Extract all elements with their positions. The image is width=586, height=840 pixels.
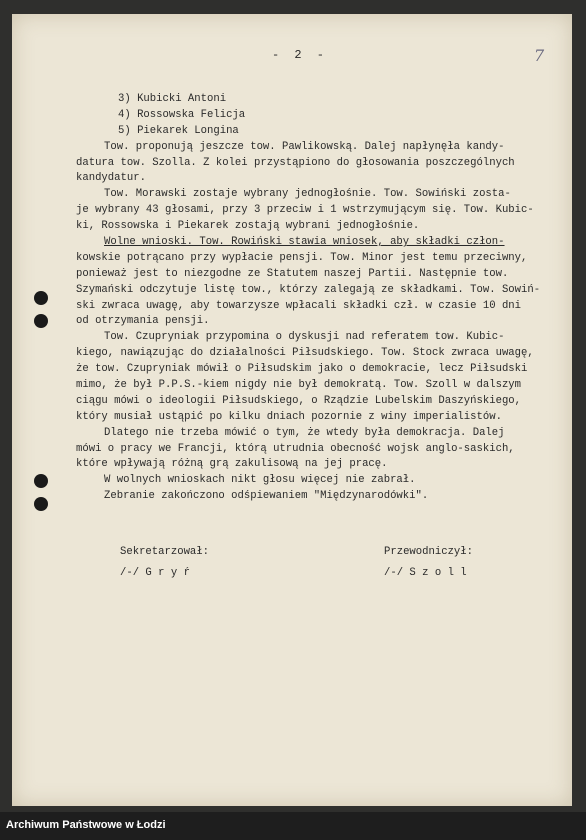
text-line: Dlatego nie trzeba mówić o tym, że wtedy była demokracja. Dalej [104,426,505,439]
text-line: który musiał ustąpić po kilku dniach pozornie z winy imperialistów. [76,410,502,423]
text-line: mimo, że był P.P.S.-kiem nigdy nie był demokratą. Tow. Szoll w dalszym [76,379,522,392]
text-line: W wolnych wnioskach nikt głosu więcej nie zabrał. [104,474,416,487]
text-line: ciągu mówi o ideologii Piłsudskiego, o Rządzie Lubelskim Daszyńskiego, [76,394,522,407]
text-line: które wpływają różną grą zakulisową na jej pracę. [76,458,388,471]
handwritten-folio-number: 7 [534,46,545,65]
chair-signature: /-/ S z o l l [384,567,467,579]
document-body [76,92,582,505]
text-line: Tow. proponują jeszcze tow. Pawlikowską. Dalej napłynęła kandy- [104,140,505,153]
text-line: Szymański odczytuje listę tow., którzy zalegają ze składkami. Tow. Sowiń- [76,283,541,296]
document-page [12,14,572,806]
binder-hole [34,314,48,328]
text-line: mówi o pracy we Francji, którą utrudnia obecność wojsk anglo-saskich, [76,442,515,455]
page-number: - 2 - [271,48,328,62]
text-line: 3) Kubicki Antoni [118,93,227,105]
text-line: Zebranie zakończono odśpiewaniem "Międzynarodówki". [104,490,429,503]
binder-hole [34,291,48,305]
binder-hole [34,497,48,511]
text-line: je wybrany 43 głosami, przy 3 przeciw i 1 wstrzymującym się. Tow. Kubic- [76,204,534,217]
archive-name: Archiwum Państwowe w Łodzi [6,819,166,831]
secretary-signature: /-/ G r y ŕ [120,567,190,579]
text-line: że tow. Czupryniak mówił o Piłsudskim jako o demokracie, lecz Piłsudski [76,363,528,376]
text-line: Tow. Morawski zostaje wybrany jednogłośnie. Tow. Sowiński zosta- [104,188,511,201]
chair-label: Przewodniczył: [384,546,474,558]
text-line: Tow. Czupryniak przypomina o dyskusji nad referatem tow. Kubic- [104,331,505,344]
text-line: kiego, nawiązując do działalności Piłsudskiego. Tow. Stock zwraca uwagę, [76,347,534,360]
text-line: 4) Rossowska Felicja [118,108,246,121]
secretary-label: Sekretarzował: [120,546,210,558]
text-line: od otrzymania pensji. [76,315,210,328]
text-line [104,235,582,251]
text-line: ski zwraca uwagę, aby towarzysze wpłacali składki czł. w czasie 10 dni [76,299,522,312]
archive-footer [0,812,586,840]
text-line: kandydatur. [76,172,146,185]
text-line: datura tow. Szolla. Z kolei przystąpiono do głosowania poszczególnych [76,156,515,169]
text-line: ki, Rossowska i Piekarek zostają wybrani jednogłośnie. [76,220,420,233]
binder-hole [34,474,48,488]
text-line: 5) Piekarek Longina [118,124,239,137]
section-heading: Wolne wnioski. Tow. Rowiński stawia wniosek, aby składki człon- [104,236,505,249]
text-line: kowskie potrącano przy wypłacie pensji. Tow. Minor jest temu przeciwny, [76,251,528,264]
text-line: ponieważ jest to niezgodne ze Statutem naszej Partii. Następnie tow. [76,267,509,280]
